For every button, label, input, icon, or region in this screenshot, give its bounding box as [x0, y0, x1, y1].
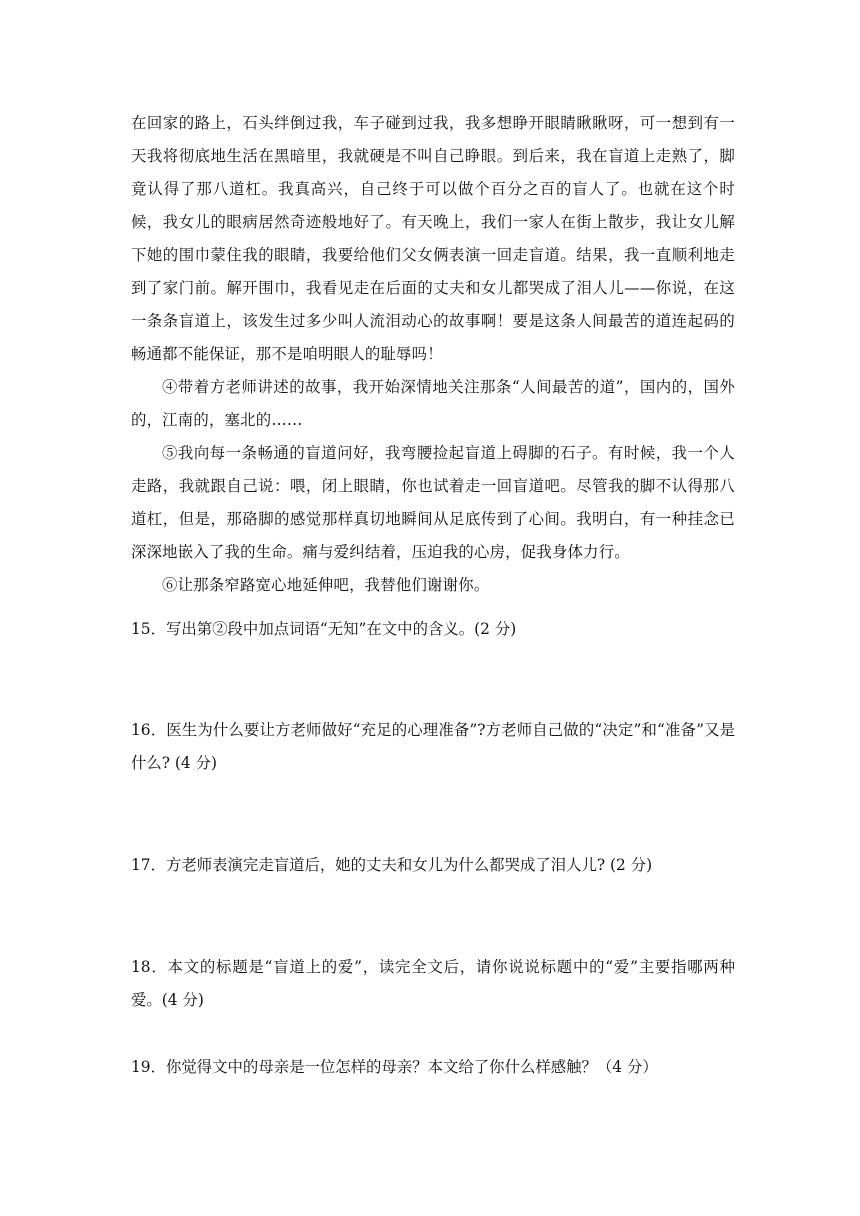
- question-16: 16．医生为什么要让方老师做好“充足的心理准备”?方老师自己做的“决定”和“准备”又是什么? (4 分): [131, 721, 735, 772]
- question-19: 19．你觉得文中的母亲是一位怎样的母亲？本文给了你什么样感触？（4 分）: [131, 1058, 658, 1076]
- question-15: 15．写出第②段中加点词语“无知”在文中的含义。(2 分): [131, 620, 517, 638]
- paragraph-6: ⑥让那条窄路宽心地延伸吧，我替他们谢谢你。: [162, 576, 490, 594]
- question-17: 17．方老师表演完走盲道后，她的丈夫和女儿为什么都哭成了泪人儿? (2 分): [131, 856, 653, 874]
- paragraph-5: ⑤我向每一条畅通的盲道问好，我弯腰捡起盲道上碍脚的石子。有时候，我一个人走路，我就跟自己说：喂，闭上眼睛，你也试着走一回盲道吧。尽管我的脚不认得那八道杠，但是，那硌脚的感觉那样真切地瞬间从足底传到了心间。我明白，有一种挂念已深深地嵌入了我的生命。痛与爱纠结着，压迫我的心房，促我身体力行。: [131, 444, 735, 561]
- paragraph-3-continued: 在回家的路上，石头绊倒过我，车子碰到过我，我多想睁开眼睛瞅瞅呀，可一想到有一天我将彻底地生活在黑暗里，我就硬是不叫自己睁眼。到后来，我在盲道上走熟了，脚竟认得了那八道杠。我真高兴，自己终于可以做个百分之百的盲人了。也就在这个时候，我女儿的眼病居然奇迹般地好了。有天晚上，我们一家人在街上散步，我让女儿解下她的围巾蒙住我的眼睛，我要给他们父女俩表演一回走盲道。结果，我一直顺利地走到了家门前。解开围巾，我看见走在后面的丈夫和女儿都哭成了泪人儿——你说，在这一条条盲道上，该发生过多少叫人流泪动心的故事啊！要是这条人间最苦的道连起码的畅通都不能保证，那不是咱明眼人的耻辱吗！: [131, 114, 735, 363]
- paragraph-4: ④带着方老师讲述的故事，我开始深情地关注那条“人间最苦的道”，国内的，国外的，江南的，塞北的……: [131, 378, 735, 429]
- reading-passage: [131, 107, 735, 602]
- question-18: 18．本文的标题是“盲道上的爱”，读完全文后，请你说说标题中的“爱”主要指哪两种爱。(4 分): [131, 958, 735, 1009]
